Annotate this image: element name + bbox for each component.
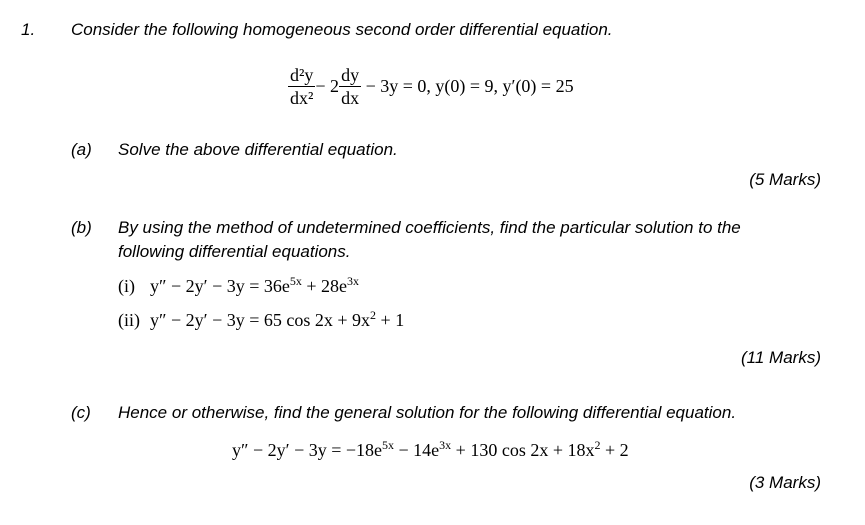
- part-b-text-line1: By using the method of undetermined coefficients, find the particular solution to the: [118, 218, 741, 237]
- part-c-equation: $y'' - 2y' - 3y = -18e^{5x} - 14e^{3x} + 130$ $\cos 2x + 18x^2 + 2$: [232, 438, 629, 460]
- question-number: 1.: [21, 20, 36, 39]
- part-a-marks: (5 Marks): [749, 170, 821, 189]
- part-c-text: Hence or otherwise, find the general solution for the following differential equation.: [118, 403, 737, 422]
- part-b-marks: (11 Marks): [741, 348, 821, 367]
- second-derivative-fraction: $\frac{\text{d²y}}{\text{dx²}}$: [290, 65, 314, 108]
- part-b-ii-equation: y″ − 2y′ − 3y = 65 $\cos 2x + 9x^2 + 1$: [150, 308, 405, 330]
- part-c-label: (c): [71, 403, 91, 422]
- first-derivative-fraction: $\frac{dy}{dx}$: [341, 65, 360, 108]
- part-a-label: (a): [71, 140, 92, 159]
- part-a-text: Solve the above differential equation.: [118, 140, 398, 159]
- part-b-ii-label: (ii): [118, 310, 140, 330]
- part-b-i-label: (i): [118, 276, 135, 296]
- equation-conditions: − 3y = 0, y(0) = 9, y′(0) = 25: [365, 76, 574, 96]
- question-intro: Consider the following homogeneous second order differential equation.: [71, 20, 613, 39]
- main-equation: $\frac{\text{d²y}}{\text{dx²}}$ − 2 $\frac{dy}{dx}$ − 3y = 0, y(0) = 9, y′(0) = 25: [290, 65, 574, 108]
- part-b-label: (b): [71, 218, 92, 237]
- part-c-marks: (3 Marks): [749, 473, 821, 492]
- part-b-text-line2: following differential equations.: [118, 242, 351, 261]
- part-b-i-equation: $y'' - 2y' - 3y = 36e^{5x} + 28e^{3x}$: [150, 274, 360, 296]
